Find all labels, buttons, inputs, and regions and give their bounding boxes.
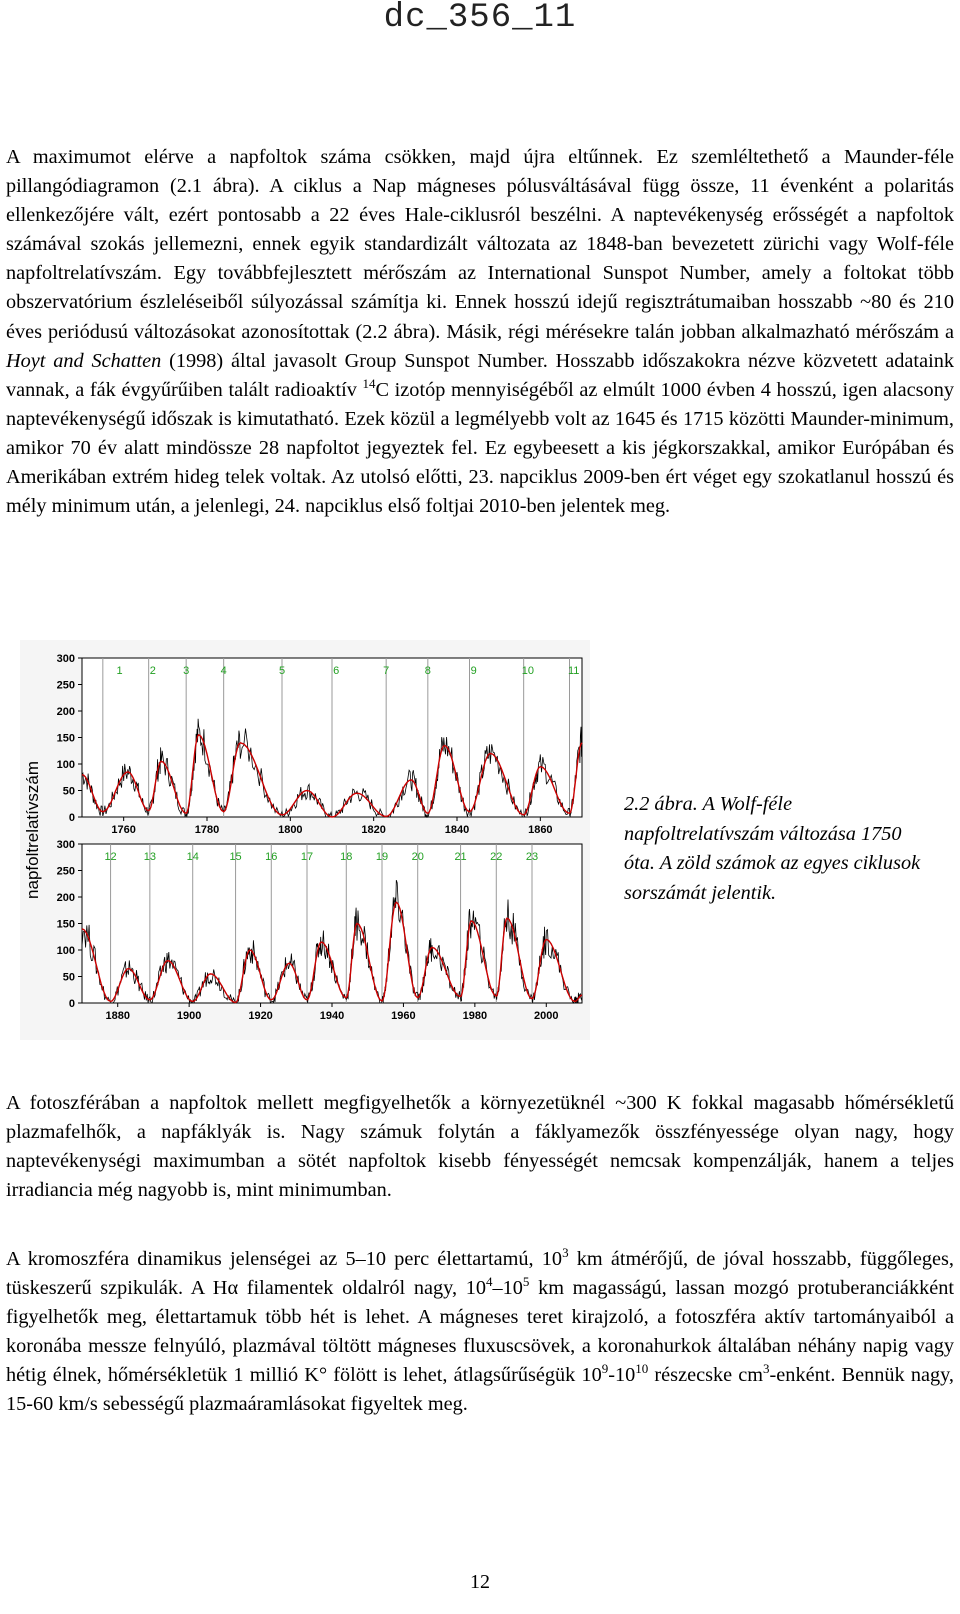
x-tick-label: 1820 — [361, 824, 386, 836]
cycle-number-label: 8 — [424, 665, 431, 677]
y-tick-label: 300 — [56, 653, 75, 665]
cycle-number-label: 16 — [265, 851, 278, 863]
y-tick-label: 0 — [68, 998, 75, 1010]
cycle-number-label: 1 — [116, 665, 123, 677]
cycle-number-label: 20 — [411, 851, 424, 863]
y-tick-label: 50 — [62, 785, 75, 798]
cycle-number-label: 12 — [104, 851, 117, 863]
y-tick-label: 100 — [56, 945, 75, 957]
cycle-number-label: 13 — [143, 851, 156, 863]
cycle-number-label: 21 — [454, 851, 467, 863]
x-tick-label: 1880 — [105, 1010, 130, 1022]
y-tick-label: 150 — [56, 918, 75, 931]
x-tick-label: 1900 — [176, 1010, 202, 1022]
page-number: 12 — [470, 1571, 490, 1593]
sunspot-chart — [20, 640, 590, 1040]
x-tick-label: 1940 — [319, 1010, 345, 1022]
cycle-number-label: 19 — [375, 851, 389, 863]
y-tick-label: 0 — [68, 812, 75, 824]
cycle-number-label: 22 — [490, 851, 503, 863]
document-id-header: dc_356_11 — [383, 0, 577, 37]
paragraph-faculae: A fotoszférában a napfoltok mellett megfigyelhetők a környezetüknél ~300 K fokkal magasabb hőmérsékletű plazmafelhők, a napfáklyák is. Nagy számuk folytán a fáklyamezők összfényessége olyan nagy, hogy naptevékenységi maximumban a sötét napfoltok kisebb fényességét nemcsak kompenzálják, hanem a teljes irradiancia még nagyobb is, mint minimumban. — [6, 1092, 954, 1202]
x-tick-label: 1980 — [462, 1010, 488, 1022]
author-citation: Hoyt and Schatten — [6, 349, 162, 372]
cycle-number-label: 9 — [470, 665, 477, 677]
paragraph-sunspot-cycle: A maximumot elérve a napfoltok száma csökken, majd újra eltűnnek. Ez szemléltethető a Maunder-féle pillangódiagramon (2.1 ábra). A ciklus a Nap mágneses pólusváltásával függ össze, 11 évenként a polaritás ellenkezőjére vált, ezért pontosabb a 22 éves Hale-ciklusról beszélni. A naptevékenység erősségét a napfoltok számával szokás jellemezni, ennek egyik standardizált változata az 1848-ban bevezetett zürichi vagy Wolf-féle napfoltrelatívszám. Egy továbbfejlesztett mérőszám az International Sunspot Number, amely a foltokat több obszervatórium észleléseiből súlyozással számítja ki. Ennek hosszú idejű regisztrátumaiban hosszabb ~80 és 210 éves periódusú változásokat azonosítottak (2.2 ábra). Másik, régi mérésekre talán jobban alkalmazható mérőszám a Hoyt and Schatten (1998) által javasolt Group Sunspot Number. Hosszabb időszakokra nézve közvetett adataink vannak, a fák évgyűrűiben talált radioaktív $^{14}$C izotóp mennyiségéből az elmúlt 1000 évben 4 hosszú, igen alacsony naptevékenységű időszak is kimutatható. Ezek közül a legmélyebb volt az 1645 és 1715 közötti Maunder-minimum, amikor 70 év alatt mindössze 28 napfoltot jegyeztek fel. Ez egybeesett a kis jégkorszakkal, amikor Európában és Amerikában extrém hideg telek voltak. Az utolsó előtti, 23. napciklus 2009-ben ért véget egy szokatlanul hosszú és mély minimum után, a jelenlegi, 24. napciklus első foltjai 2010-ben jelentek meg. — [6, 146, 954, 518]
y-tick-label: 200 — [56, 706, 75, 718]
cycle-number-label: 2 — [149, 665, 156, 677]
x-tick-label: 1780 — [194, 824, 220, 836]
cycle-number-label: 7 — [383, 665, 390, 677]
cycle-number-label: 3 — [183, 665, 190, 677]
y-tick-label: 250 — [56, 679, 75, 692]
x-tick-label: 1800 — [278, 824, 303, 836]
x-tick-label: 1840 — [444, 824, 470, 836]
y-axis-label: napfoltrelatívszám — [23, 761, 42, 899]
y-tick-label: 50 — [62, 971, 75, 984]
y-tick-label: 150 — [56, 732, 75, 745]
x-tick-label: 1920 — [248, 1010, 273, 1022]
figure-caption: 2.2 ábra. A Wolf-féle napfoltrelatívszám változása 1750 óta. A zöld számok az egyes ciklusok sorszámát jelentik. — [624, 793, 921, 904]
cycle-number-label: 4 — [220, 665, 227, 677]
x-tick-label: 1960 — [391, 1010, 416, 1022]
sunspot-number-figure — [20, 640, 590, 1040]
cycle-number-label: 15 — [229, 851, 242, 863]
y-tick-label: 300 — [56, 839, 75, 851]
x-tick-label: 1860 — [528, 824, 553, 836]
y-tick-label: 250 — [56, 865, 75, 878]
cycle-number-label: 10 — [521, 665, 534, 677]
cycle-number-label: 14 — [186, 851, 199, 863]
paragraph-chromosphere: A kromoszféra dinamikus jelenségei az 5–10 perc élettartamú, $10^3$ km átmérőjű, de jóval hosszabb, függőleges, tüskeszerű szpikulák. A Hα filamentek oldalról nagy, $10^4-10^5$ km magasságú, lassan mozgó protuberanciákként figyelhetők meg, élettartamuk több hét is lehet. A mágneses teret kirajzoló, a fotoszféra aktív tartományaiból a koronába messze felnyúló, plazmával töltött mágneses fluxuscsövek, a koronahurkok általában néhány napig vagy hétig élnek, hőmérsékletük 1 millió K° fölött is lehet, átlagsűrűségük $10^9-10^{10}$ részecske $cm^3$-enként. Bennük nagy, 15-60 km/s sebességű plazmaáramlásokat figyeltek meg. — [6, 1245, 955, 1416]
x-tick-label: 1760 — [111, 824, 136, 836]
cycle-number-label: 23 — [525, 851, 539, 863]
y-tick-label: 100 — [56, 759, 75, 771]
cycle-number-label: 5 — [278, 665, 286, 677]
x-tick-label: 2000 — [534, 1010, 559, 1022]
cycle-number-label: 11 — [567, 665, 580, 677]
cycle-number-label: 17 — [300, 851, 314, 863]
y-tick-label: 200 — [56, 892, 75, 904]
cycle-number-label: 6 — [333, 665, 340, 677]
cycle-number-label: 18 — [340, 851, 353, 863]
